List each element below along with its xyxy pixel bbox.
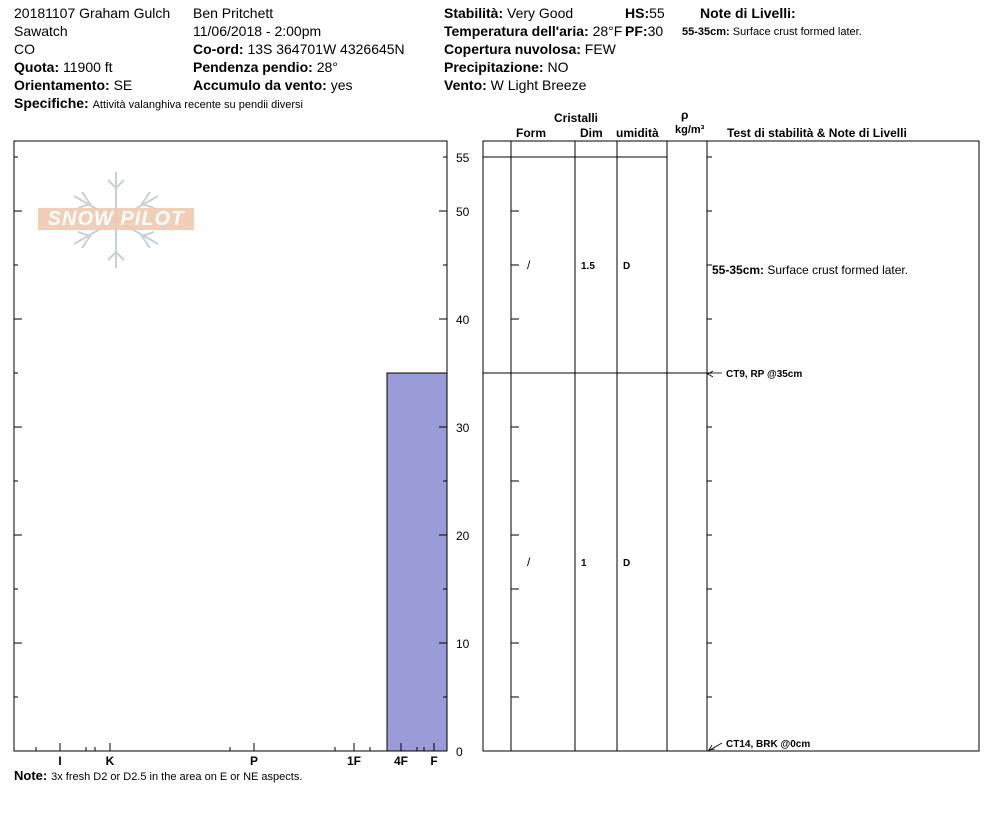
dim-header: Dim (580, 126, 603, 140)
hardness-bars (387, 373, 447, 751)
grain-size: 1.5 (581, 261, 595, 272)
depth-tick-label: 20 (456, 529, 470, 543)
air-temp-value: 28°F (592, 23, 623, 39)
date-time: 11/06/2018 - 2:00pm (193, 23, 322, 39)
grain-size: 1 (581, 558, 587, 569)
elevation-label: Quota: (14, 59, 60, 75)
wind-loading-value: yes (330, 77, 353, 93)
rho-header: ρ (681, 108, 689, 122)
hardness-axis (36, 743, 438, 768)
stability-value: Very Good (507, 5, 574, 21)
hardness-tick-label: I (58, 754, 62, 768)
rho-unit-header: kg/m³ (675, 124, 705, 136)
sky-label: Copertura nuvolosa: (444, 41, 581, 57)
layer-note-text: Surface crust formed later. (767, 263, 909, 277)
stability-test-result: CT9, RP @35cm (726, 369, 803, 380)
elevation-value: 11900 ft (63, 59, 113, 75)
layer-notes-text: Surface crust formed later. (732, 26, 862, 38)
precip-value: NO (547, 59, 569, 75)
layer-notes-prefix: 55-35cm: (682, 26, 730, 38)
mountain-range: Sawatch (14, 23, 68, 39)
tests-header: Test di stabilità & Note di Livelli (727, 126, 907, 140)
depth-tick-label: 50 (456, 205, 470, 219)
layer-rows (483, 157, 707, 569)
aspect-value: SE (113, 77, 133, 93)
test-arrow-head (708, 371, 713, 377)
hardness-tick-label: 1F (346, 754, 362, 768)
hardness-tick-label: K (105, 754, 115, 768)
air-temp-label: Temperatura dell'aria: (444, 23, 589, 39)
depth-tick-label: 10 (456, 637, 470, 651)
snowpilot-logo-text: SNOW PILOT (38, 208, 194, 230)
hs-value: 55 (649, 5, 665, 21)
precip-label: Precipitazione: (444, 59, 544, 75)
depth-tick-label: 30 (456, 421, 470, 435)
hardness-tick-label: P (249, 754, 259, 768)
observer: Ben Pritchett (193, 5, 274, 21)
layer-note (712, 263, 908, 277)
pf-value: 30 (647, 23, 664, 39)
grain-form-symbol: / (527, 258, 531, 272)
aspect-label: Orientamento: (14, 77, 110, 93)
layers-table-frame (483, 141, 979, 751)
moisture-value: D (623, 261, 631, 272)
profile-title: 20181107 Graham Gulch (14, 5, 171, 21)
hardness-bar (387, 373, 447, 751)
sky-value: FEW (584, 41, 616, 57)
specifics-label: Specifiche: (14, 95, 89, 111)
note-value: 3x fresh D2 or D2.5 in the area on E or NE aspects. (51, 771, 303, 783)
moisture-value: D (623, 558, 631, 569)
grain-form-symbol: / (527, 555, 531, 569)
table-depth-ticks (511, 157, 712, 751)
wind-loading-label: Accumulo da vento: (193, 77, 327, 93)
crystals-header: Cristalli (554, 111, 599, 125)
wind-label: Vento: (444, 77, 487, 93)
hardness-tick-label: F (430, 754, 438, 768)
coord-label: Co-ord: (193, 41, 244, 57)
depth-tick-label: 40 (456, 313, 470, 327)
depth-tick-label: 0 (456, 745, 463, 759)
slope-value: 28° (316, 59, 338, 75)
hs-label: HS: (625, 5, 650, 21)
hardness-plot-frame (14, 141, 447, 751)
stability-label: Stabilità: (444, 5, 504, 21)
note-label: Note: (14, 768, 48, 783)
hardness-tick-label: 4F (393, 754, 409, 768)
form-header: Form (516, 126, 546, 140)
stability-annotations (708, 263, 908, 751)
layer-note-prefix: 55-35cm: (712, 263, 768, 277)
specifics-value: Attività valanghiva recente su pendii diversi (92, 99, 303, 111)
pf-label: PF: (625, 23, 648, 39)
state: CO (14, 41, 35, 57)
depth-tick-label: 55 (456, 151, 470, 165)
stability-test-result: CT14, BRK @0cm (726, 739, 811, 750)
slope-label: Pendenza pendio: (193, 59, 313, 75)
wind-value: W Light Breeze (490, 77, 587, 93)
note-field (14, 767, 302, 785)
layer-notes-label: Note di Livelli: (700, 5, 796, 21)
moisture-header: umidità (616, 126, 659, 140)
coord-value: 13S 364701W 4326645N (247, 41, 405, 57)
